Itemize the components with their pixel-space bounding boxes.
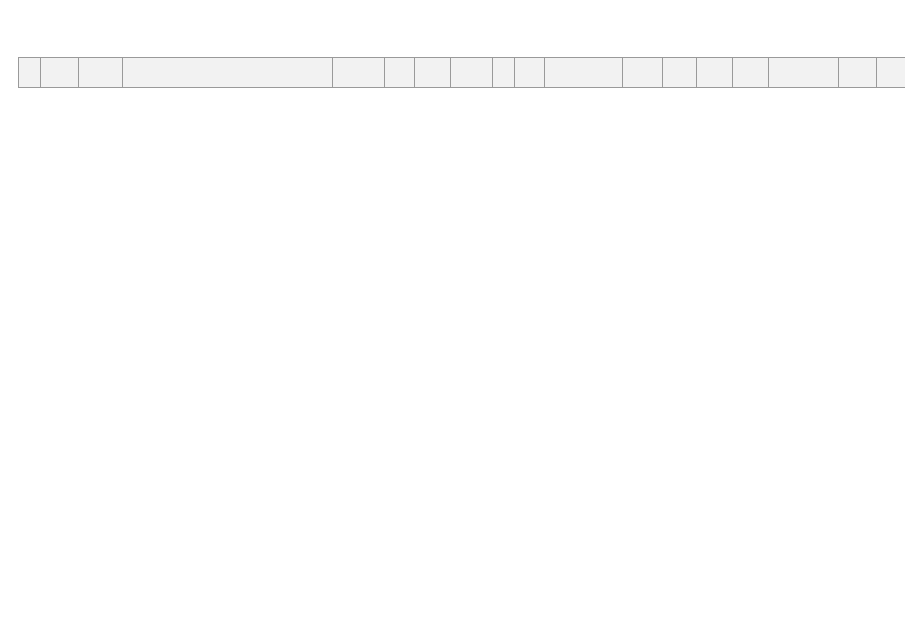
header-row [19, 58, 905, 88]
spreadsheet-table [18, 57, 905, 623]
column-header[interactable] [19, 58, 41, 88]
column-header[interactable] [839, 58, 877, 88]
column-header[interactable] [733, 58, 769, 88]
column-header[interactable] [385, 58, 415, 88]
column-header[interactable] [769, 58, 839, 88]
column-header[interactable] [493, 58, 515, 88]
column-header[interactable] [123, 58, 333, 88]
column-header[interactable] [877, 58, 905, 88]
column-header[interactable] [697, 58, 733, 88]
column-header[interactable] [79, 58, 123, 88]
table-body [19, 88, 905, 623]
column-header[interactable] [545, 58, 623, 88]
table-header [19, 58, 905, 88]
column-header[interactable] [333, 58, 385, 88]
column-header[interactable] [623, 58, 663, 88]
column-header[interactable] [41, 58, 79, 88]
column-header[interactable] [515, 58, 545, 88]
column-header[interactable] [451, 58, 493, 88]
column-header[interactable] [415, 58, 451, 88]
column-header[interactable] [663, 58, 697, 88]
